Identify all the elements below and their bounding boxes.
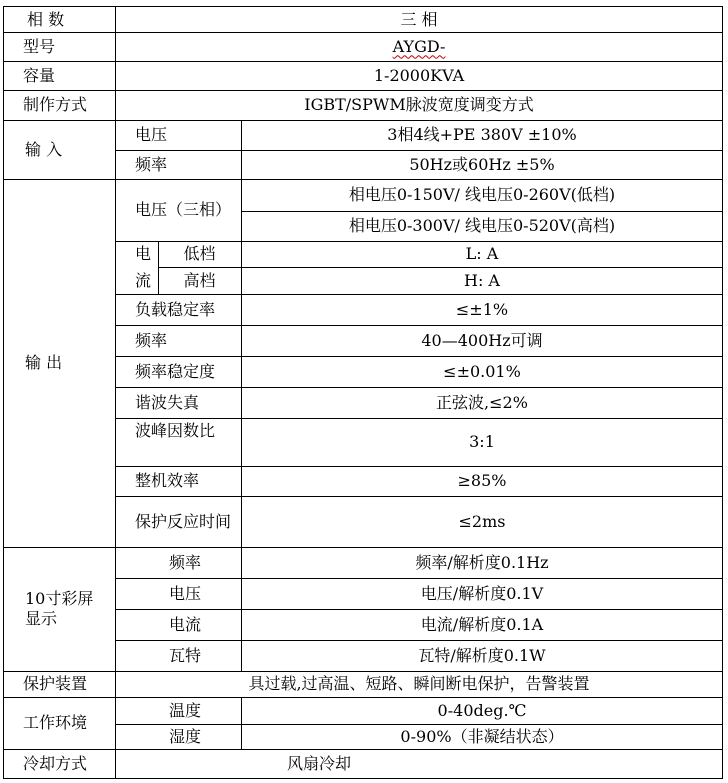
crest-label: 波峰因数比 — [135, 421, 216, 440]
protection-label: 保护装置 — [23, 674, 88, 693]
model-label: 型号 — [23, 36, 56, 56]
display-frequency-label: 频率 — [169, 552, 202, 572]
cooling-value: 风扇冷却 — [287, 754, 352, 773]
method-value: IGBT/SPWM脉波宽度调变方式 — [304, 95, 534, 114]
protection-value: 具过载,过高温、短路、瞬间断电保护，告警装置 — [248, 674, 590, 693]
environment-humidity-value: 0-90%（非凝结状态） — [400, 726, 564, 746]
crest-value: 3:1 — [469, 432, 495, 451]
display-voltage-value: 电压/解析度0.1V — [420, 583, 544, 603]
spec-table — [3, 6, 723, 779]
output-current-high-value: H: A — [464, 270, 500, 290]
freq-stability-label: 频率稳定度 — [135, 361, 216, 381]
capacity-label: 容量 — [23, 65, 56, 85]
response-label: 保护反应时间 — [135, 511, 232, 531]
header-label: 相 数 — [27, 9, 65, 29]
environment-temperature-value: 0-40deg.℃ — [437, 700, 527, 720]
output-current-label-2: 流 — [135, 270, 152, 290]
display-current-label: 电流 — [169, 614, 202, 634]
cooling-label: 冷却方式 — [23, 754, 88, 773]
harmonic-value: 正弦波,≤2% — [436, 392, 528, 412]
output-current-low-value: L: A — [465, 244, 499, 263]
freq-stability-value: ≤±0.01% — [443, 361, 521, 381]
model-value-text: AYGD- — [392, 36, 446, 56]
capacity-value: 1-2000KVA — [373, 65, 465, 85]
display-watt-label: 瓦特 — [169, 645, 202, 665]
output-label: 输 出 — [25, 353, 63, 372]
input-voltage-value: 3相4线+PE 380V ±10% — [387, 125, 577, 144]
display-label: 10寸彩屏显示 — [25, 589, 94, 628]
model-value — [115, 32, 723, 61]
input-voltage-label: 电压 — [135, 125, 168, 144]
input-frequency-label: 频率 — [135, 154, 168, 174]
display-current-value: 电流/解析度0.1A — [420, 614, 544, 634]
efficiency-value: ≥85% — [457, 471, 507, 490]
load-stability-value: ≤±1% — [455, 299, 509, 319]
header-value: 三 相 — [400, 9, 438, 29]
display-voltage-label: 电压 — [169, 583, 202, 603]
environment-temperature-label: 温度 — [169, 700, 202, 720]
efficiency-label: 整机效率 — [135, 471, 200, 490]
output-voltage-high: 相电压0-300V/ 线电压0-520V(高档) — [348, 216, 616, 235]
environment-label: 工作环境 — [23, 713, 88, 732]
output-current-low-label: 低档 — [183, 244, 216, 263]
harmonic-label: 谐波失真 — [135, 392, 200, 412]
output-frequency-value: 40—400Hz可调 — [421, 330, 543, 350]
input-frequency-value: 50Hz或60Hz ±5% — [409, 154, 555, 174]
display-frequency-value: 频率/解析度0.1Hz — [415, 552, 549, 572]
output-current-label-1: 电 — [135, 244, 152, 263]
load-stability-label: 负载稳定率 — [135, 299, 216, 319]
output-current-high-label: 高档 — [183, 270, 216, 290]
input-label: 输 入 — [25, 139, 63, 159]
output-frequency-label: 频率 — [135, 330, 168, 350]
output-voltage-low: 相电压0-150V/ 线电压0-260V(低档) — [348, 185, 616, 204]
response-value: ≤2ms — [458, 511, 506, 531]
output-voltage-label: 电压（三相） — [135, 200, 232, 219]
environment-humidity-label: 湿度 — [169, 726, 202, 746]
display-watt-value: 瓦特/解析度0.1W — [418, 645, 546, 665]
method-label: 制作方式 — [23, 95, 88, 114]
